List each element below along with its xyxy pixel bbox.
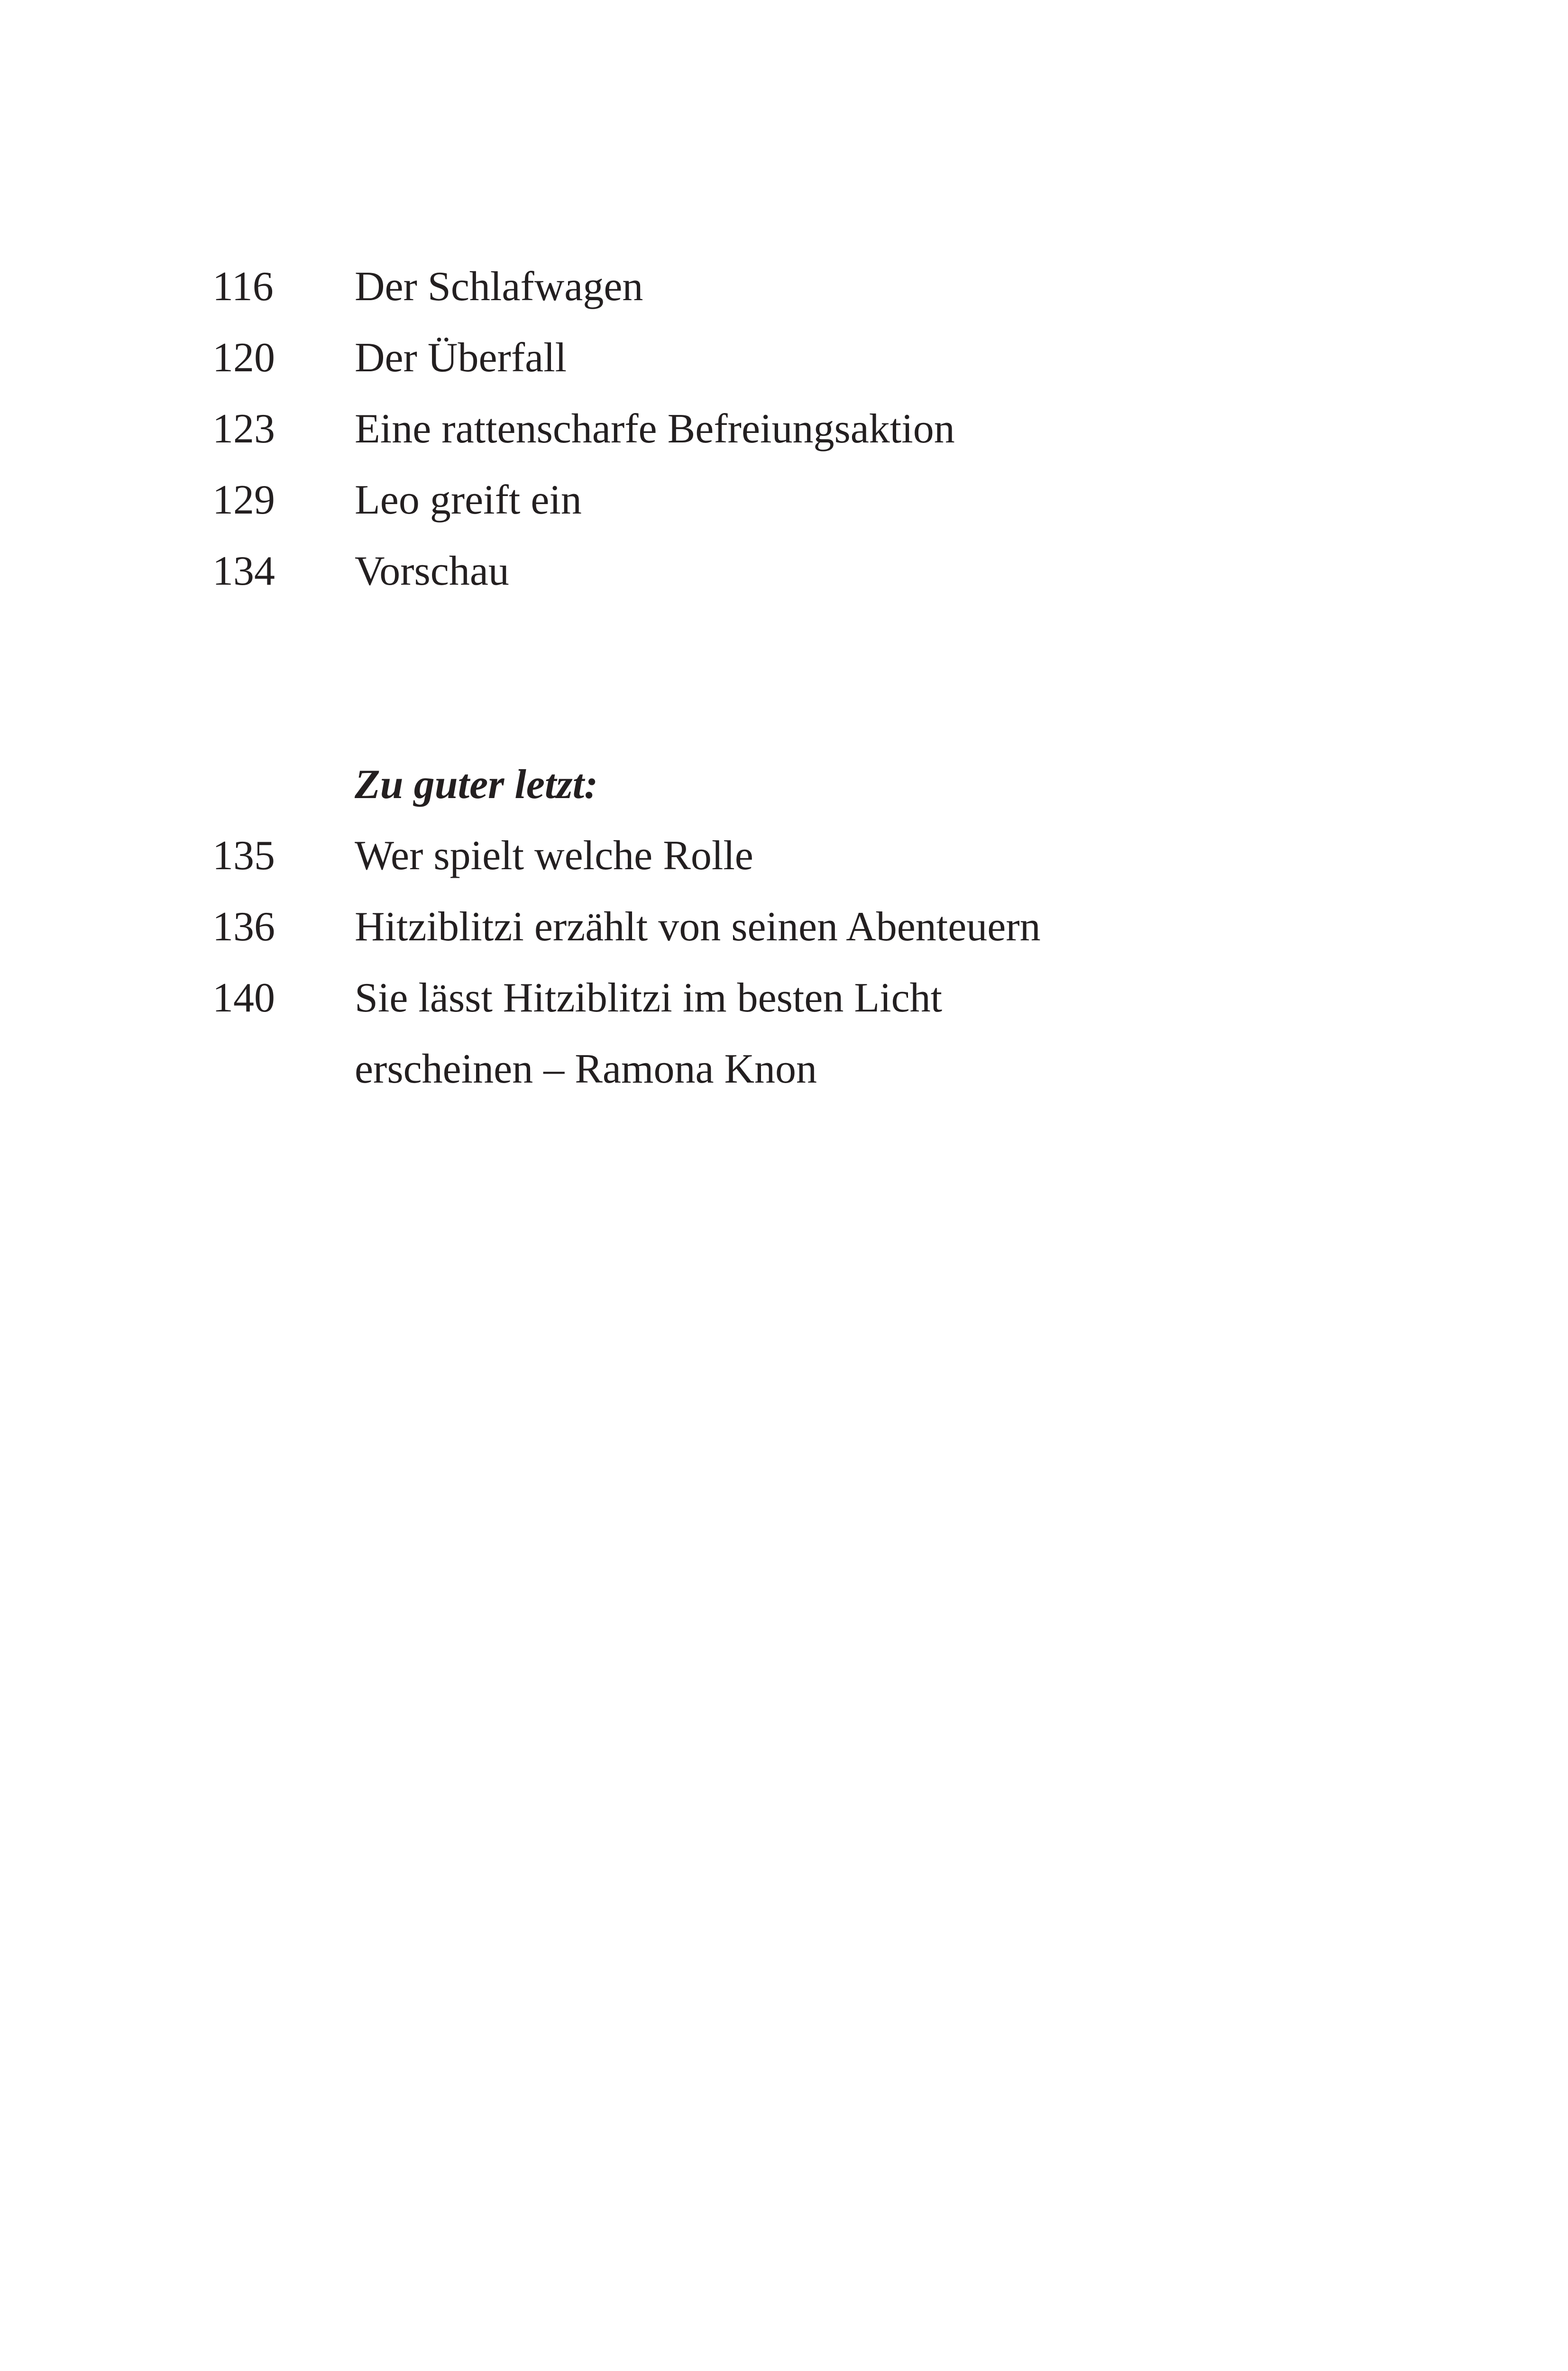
toc-page-number: 120 xyxy=(212,335,275,381)
toc-entry xyxy=(0,891,1568,963)
toc-entry xyxy=(0,820,1568,891)
toc-entry xyxy=(0,465,1568,536)
toc-page-number: 136 xyxy=(212,904,275,950)
toc-section-heading: Zu guter letzt: xyxy=(355,762,598,808)
toc-entry xyxy=(0,963,1568,1034)
toc-entry-title: Sie lässt Hitziblitzi im besten Licht xyxy=(355,975,943,1021)
toc-entry xyxy=(0,251,1568,322)
toc-entry-continuation xyxy=(0,1034,1568,1105)
toc-entry xyxy=(0,394,1568,465)
toc-entry-title: Der Schlafwagen xyxy=(355,264,643,310)
toc-entry-title: Wer spielt welche Rolle xyxy=(355,833,753,879)
toc-page-number: 116 xyxy=(212,264,274,310)
toc-page-number: 129 xyxy=(212,477,275,523)
toc-page-number: 134 xyxy=(212,548,275,594)
toc-entry-title: Der Überfall xyxy=(355,335,567,381)
toc-entry-title: Hitziblitzi erzählt von seinen Abenteuern xyxy=(355,904,1041,950)
toc-entry-title: Eine rattenscharfe Befreiungsaktion xyxy=(355,406,955,452)
toc-entry-title: erscheinen – Ramona Knon xyxy=(355,1046,817,1092)
toc-entry xyxy=(0,536,1568,607)
toc-page-number: 140 xyxy=(212,975,275,1021)
toc-entry-title: Leo greift ein xyxy=(355,477,582,523)
toc-entry-title: Vorschau xyxy=(355,548,509,594)
toc-page-number: 123 xyxy=(212,406,275,452)
toc-page-number: 135 xyxy=(212,833,275,879)
toc-entry xyxy=(0,322,1568,394)
